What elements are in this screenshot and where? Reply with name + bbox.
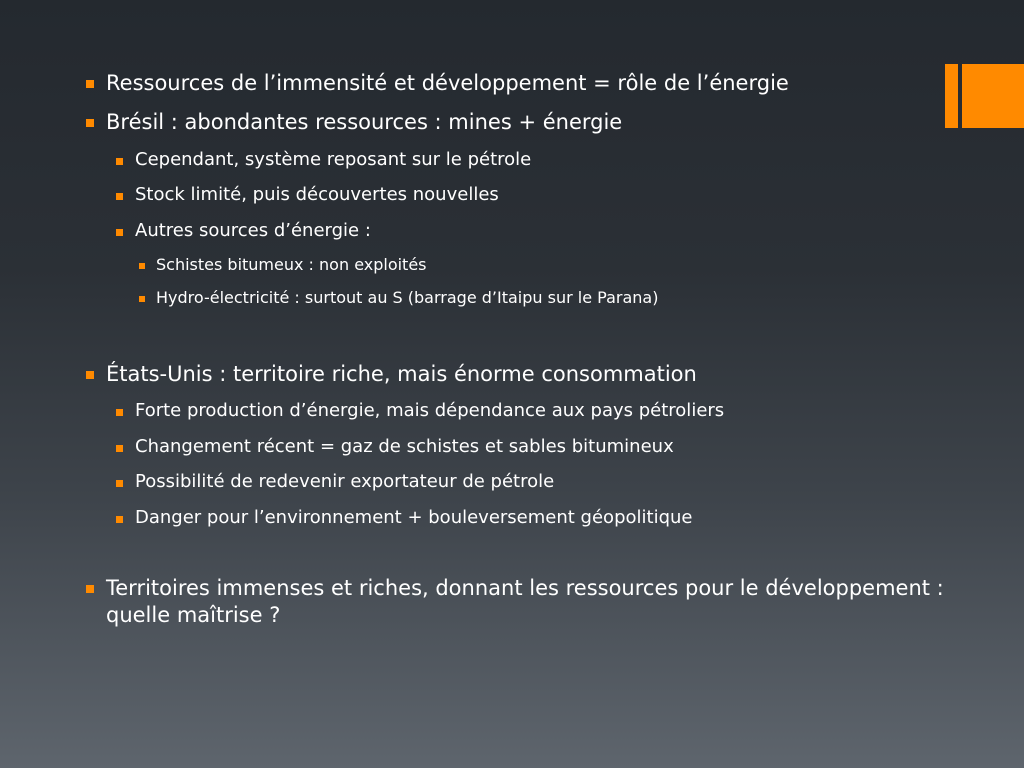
sub-bullet-item [86, 400, 966, 423]
sub-bullet-item [86, 184, 966, 207]
sub-bullet-item [86, 436, 966, 459]
sub-bullet-text: Danger pour l’environnement + bouleversement géopolitique [135, 506, 693, 528]
sub-bullet-text: Possibilité de redevenir exportateur de pétrole [135, 471, 555, 493]
sub-bullet-text: Changement récent = gaz de schistes et sables bitumineux [135, 435, 674, 457]
square-bullet-icon [116, 516, 123, 523]
bullet-item [86, 70, 966, 96]
sub-bullet-text: Autres sources d’énergie : [135, 219, 371, 241]
square-bullet-icon [116, 193, 123, 200]
sub-bullet-text: Cependant, système reposant sur le pétrole [135, 148, 532, 170]
sub-sub-bullet-item [86, 255, 966, 275]
bullet-item [86, 109, 966, 135]
bullet-text: États-Unis : territoire riche, mais énorme consommation [106, 362, 697, 386]
square-bullet-icon [86, 371, 94, 379]
accent-bar-wide [962, 64, 1024, 128]
bullet-item [86, 575, 966, 628]
sub-bullet-item [86, 149, 966, 172]
sub-bullet-text: Stock limité, puis découvertes nouvelles [135, 184, 499, 205]
sub-bullet-item [86, 507, 966, 530]
sub-sub-bullet-item [86, 288, 966, 308]
square-bullet-icon [116, 445, 123, 452]
square-bullet-icon [116, 158, 123, 165]
spacer [86, 321, 966, 361]
square-bullet-icon [86, 585, 94, 593]
bullet-item [86, 361, 966, 387]
slide-content [86, 70, 966, 641]
spacer [86, 542, 966, 575]
square-bullet-icon [116, 480, 123, 487]
sub-bullet-item [86, 220, 966, 243]
sub-bullet-text: Forte production d’énergie, mais dépendance aux pays pétroliers [135, 400, 725, 422]
square-bullet-icon [139, 263, 145, 269]
square-bullet-icon [86, 119, 94, 127]
bullet-text: Territoires immenses et riches, donnant les ressources pour le développement : quelle maîtrise ? [106, 576, 944, 627]
sub-sub-bullet-text: Hydro-électricité : surtout au S (barrage d’Itaipu sur le Parana) [156, 288, 659, 307]
bullet-text: Ressources de l’immensité et développement = rôle de l’énergie [106, 71, 789, 95]
square-bullet-icon [116, 409, 123, 416]
square-bullet-icon [86, 80, 94, 88]
sub-bullet-item [86, 471, 966, 494]
bullet-text: Brésil : abondantes ressources : mines + énergie [106, 110, 623, 135]
square-bullet-icon [116, 229, 123, 236]
sub-sub-bullet-text: Schistes bitumeux : non exploités [156, 255, 427, 274]
square-bullet-icon [139, 296, 145, 302]
